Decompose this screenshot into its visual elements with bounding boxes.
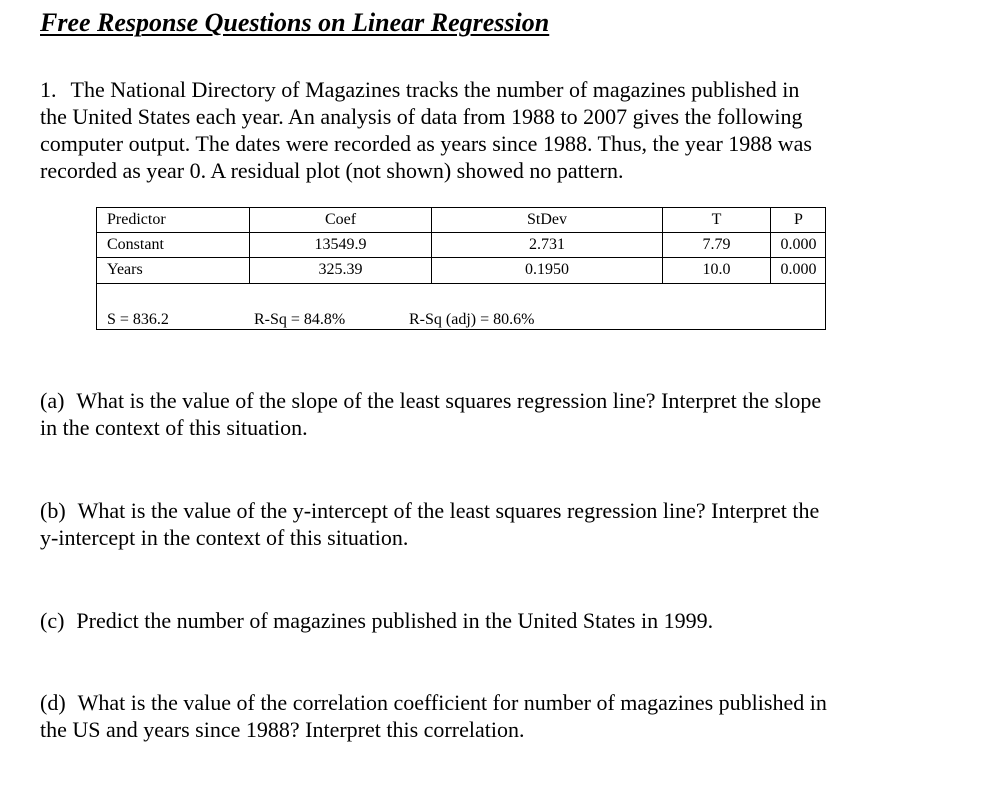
question-label: (d) — [40, 690, 66, 715]
header-t: T — [663, 208, 771, 232]
question-b: (b) What is the value of the y-intercept of the least squares regression line? Interpret the y-intercept in the context of this situation. — [40, 497, 940, 551]
table-header-row — [97, 208, 825, 233]
table-cell: Years — [97, 258, 250, 283]
page-title: Free Response Questions on Linear Regression — [40, 8, 550, 37]
problem-number: 1. — [40, 77, 57, 102]
table-cell: 13549.9 — [250, 233, 432, 257]
table-row-constant — [97, 233, 825, 258]
header-predictor: Predictor — [97, 208, 250, 232]
question-c: (c) Predict the number of magazines published in the United States in 1999. — [40, 608, 714, 633]
question-d: (d) What is the value of the correlation coefficient for number of magazines published in the US and years since 1988? Interpret this correlation. — [40, 689, 940, 743]
question-label: (c) — [40, 608, 65, 633]
question-line: in the context of this situation. — [40, 415, 308, 440]
table-cell: 0.1950 — [432, 258, 663, 283]
regression-output-table — [96, 207, 826, 330]
intro-line: computer output. The dates were recorded as years since 1988. Thus, the year 1988 was — [40, 131, 812, 156]
header-p: P — [794, 211, 803, 228]
table-cell: 325.39 — [250, 258, 432, 283]
table-row-years — [97, 258, 825, 284]
question-line: the US and years since 1988? Interpret this correlation. — [40, 717, 525, 742]
summary-s: S = 836.2 — [107, 311, 169, 328]
problem-intro — [40, 76, 940, 184]
summary-rsq: R-Sq = 84.8% — [254, 311, 346, 328]
question-line: y-intercept in the context of this situation. — [40, 525, 409, 550]
table-cell: 7.79 — [663, 233, 771, 257]
intro-line: 1. The National Directory of Magazines tracks the number of magazines published in — [40, 77, 800, 102]
question-label: (a) — [40, 388, 65, 413]
header-coef: Coef — [250, 208, 432, 232]
question-label: (b) — [40, 498, 66, 523]
table-cell: Constant — [97, 233, 250, 257]
summary-rsq-adj: R-Sq (adj) = 80.6% — [409, 311, 535, 328]
table-cell: 10.0 — [663, 258, 771, 283]
table-cell: 0.000 — [780, 261, 817, 278]
intro-line: recorded as year 0. A residual plot (not shown) showed no pattern. — [40, 158, 624, 183]
intro-line: the United States each year. An analysis of data from 1988 to 2007 gives the following — [40, 104, 803, 129]
table-cell: 2.731 — [432, 233, 663, 257]
header-stdev: StDev — [432, 208, 663, 232]
question-a: (a) What is the value of the slope of the least squares regression line? Interpret the slope in the context of this situation. — [40, 387, 940, 441]
table-cell: 0.000 — [780, 236, 817, 253]
